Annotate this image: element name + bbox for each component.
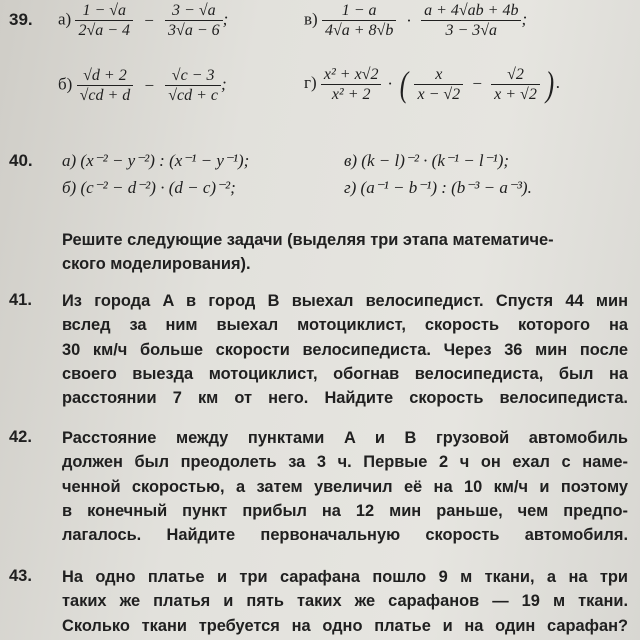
problem-39v-label: в) xyxy=(304,9,318,29)
fraction: $\frac{√c - 3}{√cd + c}$ xyxy=(165,66,221,105)
problem-42-line: в конечный пункт прибыл на 12 мин раньше, чем предпо- xyxy=(62,501,628,520)
problem-39v: в) $\frac{1 - a}{4√a + 8√b}$ · $\frac{a + 4√ab + 4b}{3 - 3√a}$ ; xyxy=(304,2,528,39)
fraction: $\frac{\text{x² + x√2}}{\text{x² + 2}}$ xyxy=(321,65,382,104)
fraction: $\frac{a + 4√ab + 4b}{3 - 3√a}$ xyxy=(421,1,521,40)
problem-39a: а) $\frac{1 - √a}{2√a - 4}$ − $\frac{3 - √a}{3√a - 6}$ ; xyxy=(58,2,229,39)
problem-40g: г) (a⁻¹ − b⁻¹) : (b⁻³ − a⁻³). xyxy=(344,178,532,197)
problem-41-line: расстоянии 7 км от него. Найдите скорость велосипедиста. xyxy=(62,389,628,408)
problem-40b: б) (c⁻² − d⁻²) · (d − c)⁻²; xyxy=(62,178,236,197)
problem-42-line: должен был преодолеть за 3 ч. Первые 2 ч он ехал с наме- xyxy=(62,453,628,472)
problem-41-line: вслед за ним выехал мотоциклист, скорость которого на xyxy=(62,316,628,335)
problem-42-line: ченной скоростью, а затем увеличил её на 10 км/ч и поэтому xyxy=(62,477,628,496)
problem-42-line: Расстояние между пунктами A и B грузовой автомобиль xyxy=(62,429,628,447)
problem-41-line: своего выезда мотоциклист, обогнав велосипедиста, был на xyxy=(62,364,628,383)
problem-40a: а) (x⁻² − y⁻²) : (x⁻¹ − y⁻¹); xyxy=(62,151,250,170)
problem-39g-label: г) xyxy=(304,72,317,92)
problem-41-line: 30 км/ч больше скорости велосипедиста. Через 36 мин после xyxy=(62,340,628,359)
problem-39a-label: а) xyxy=(58,9,72,29)
problem-41-text xyxy=(62,289,628,410)
problem-41-number: 41. xyxy=(9,291,32,309)
problem-39g: г) $\frac{\text{x² + x√2}}{\text{x² + 2}}$ · ( $\frac{x}{x - √2}$ − $\frac{√2}{x + √2}$ ) . xyxy=(304,64,561,104)
problem-39b-label: б) xyxy=(58,74,73,94)
problem-41-line: Из города A в город B выехал велосипедист. Спустя 44 мин xyxy=(62,292,628,310)
fraction: $\frac{√2}{x + √2}$ xyxy=(491,65,540,104)
problem-39b: б) $\frac{√d + 2}{√cd + d}$ − $\frac{√c - 3}{√cd + c}$ ; xyxy=(58,67,227,104)
fraction: $\frac{3 - √a}{3√a - 6}$ xyxy=(165,1,223,40)
problem-40v: в) (k − l)⁻² · (k⁻¹ − l⁻¹); xyxy=(344,151,510,170)
fraction: $\frac{x}{x - √2}$ xyxy=(414,65,463,104)
problem-42-line: лагалось. Найдите первоначальную скорость автомобиля. xyxy=(62,526,628,545)
instructions-line-1: Решите следующие задачи (выделяя три этапа математиче- xyxy=(62,231,554,249)
problem-43-number: 43. xyxy=(9,567,32,585)
fraction: $\frac{1 - a}{4√a + 8√b}$ xyxy=(322,1,396,40)
problem-43-line: таких же платья и пять таких же сарафанов — 19 м ткани. xyxy=(62,592,628,611)
instructions-line-2: ского моделирования). xyxy=(62,255,251,273)
problem-39-number: 39. xyxy=(9,10,33,29)
fraction: $\frac{√d + 2}{√cd + d}$ xyxy=(77,66,134,105)
problem-40-number: 40. xyxy=(9,151,33,170)
problem-42-number: 42. xyxy=(9,428,32,446)
fraction: $\frac{1 - √a}{2√a - 4}$ xyxy=(75,1,133,40)
problem-43-line: Сколько ткани требуется на одно платье и на один сарафан? xyxy=(62,616,628,635)
problem-43-line: На одно платье и три сарафана пошло 9 м ткани, а на три xyxy=(62,568,628,586)
problem-42-text xyxy=(62,426,628,547)
problem-43-text xyxy=(62,565,628,638)
